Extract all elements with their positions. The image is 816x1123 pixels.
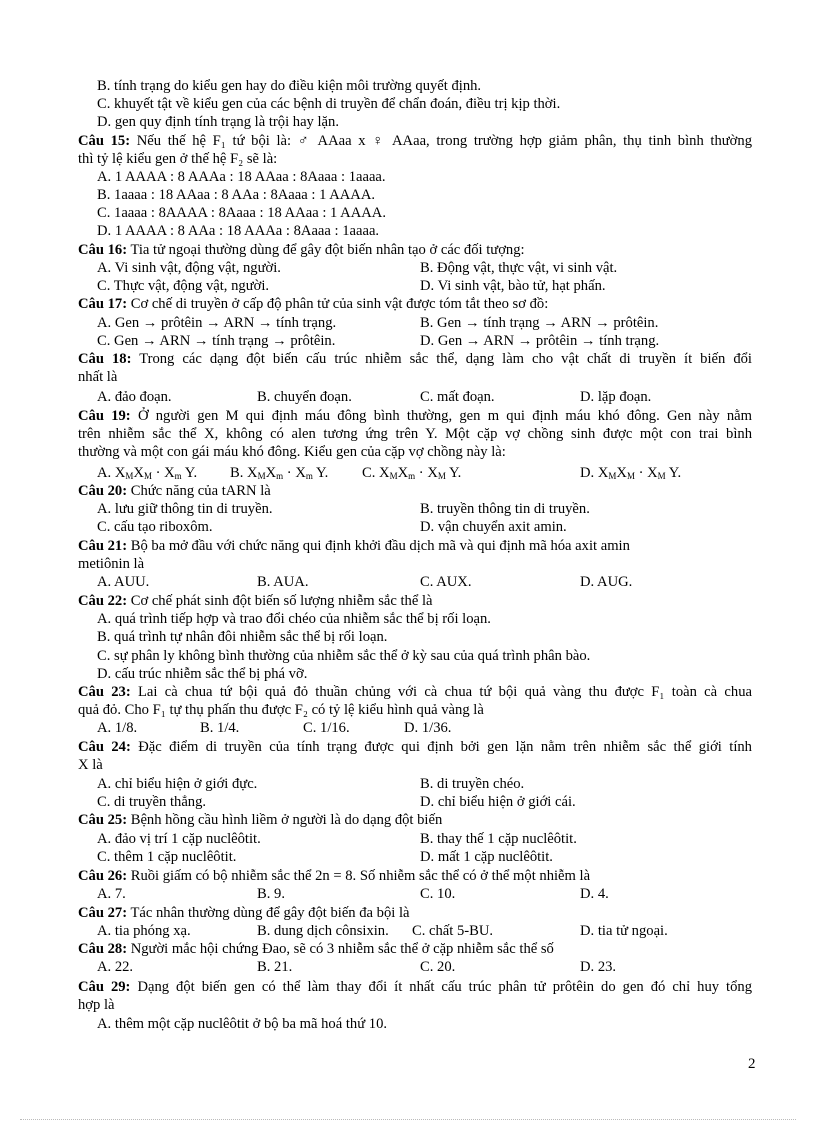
option-b: B. quá trình tự nhân đôi nhiễm sắc thể bị rối loạn.	[97, 629, 388, 645]
option-d: D. 4.	[580, 886, 609, 902]
option-c: C. chất 5-BU.	[412, 923, 494, 939]
question-label: Câu 15:	[78, 133, 131, 149]
option-b: B. 21.	[257, 959, 293, 975]
option-a: A. đảo đoạn.	[97, 389, 172, 405]
question-23-stem-cont: quả đỏ. Cho F₁ tự thụ phấn thu được F₂ có tỷ lệ kiểu hình quả vàng là	[78, 702, 484, 718]
question-17-stem	[78, 295, 548, 313]
option-a: A. 7.	[97, 886, 126, 902]
option-d: D. tia tử ngoại.	[580, 923, 668, 939]
question-25-stem	[78, 811, 442, 829]
stem-text: Đặc điểm di truyền của tính trạng được qui định bởi gen lặn nằm trên nhiễm sắc thể giới tính	[138, 739, 752, 755]
option-b: B. Động vật, thực vật, vi sinh vật.	[420, 260, 618, 276]
option-a: A. 1/8.	[97, 720, 138, 736]
option-d: D. 1/36.	[404, 720, 452, 736]
option-c: C. thêm 1 cặp nuclêôtit.	[97, 849, 237, 865]
question-label: Câu 24:	[78, 739, 131, 755]
option-d: D. 1 AAAA : 8 AAa : 18 AAAa : 8Aaaa : 1aaaa.	[97, 223, 380, 239]
option-d: D. chỉ biểu hiện ở giới cái.	[420, 794, 576, 810]
question-label: Câu 20:	[78, 483, 128, 499]
option-b: B. 1aaaa : 18 AAaa : 8 AAa : 8Aaaa : 1 AAAA.	[97, 187, 376, 203]
stem-text: Chức năng của tARN là	[130, 483, 271, 499]
option-b: B. thay thế 1 cặp nuclêôtit.	[420, 831, 577, 847]
question-24-stem-cont: X là	[78, 757, 103, 773]
stem-text: Ở người gen M qui định máu đông bình thường, gen m qui định máu khó đông. Gen này nằm	[137, 408, 753, 424]
question-24-stem	[78, 738, 752, 756]
option-c: C. AUX.	[420, 574, 472, 590]
question-18-stem-cont: nhất là	[78, 369, 118, 385]
question-label: Câu 25:	[78, 812, 128, 828]
question-label: Câu 22:	[78, 593, 128, 609]
option-b: B. $X_MX_m \cdot X_m$ Y.	[230, 465, 329, 481]
option-c: C. Gen → ARN → tính trạng → prôtêin.	[97, 333, 336, 349]
question-19-stem	[78, 407, 752, 425]
stem-text: Bệnh hồng cầu hình liềm ở người là do dạng đột biến	[130, 812, 443, 828]
option-a: A. 1 AAAA : 8 AAAa : 18 AAaa : 8Aaaa : 1aaaa.	[97, 169, 386, 185]
option-c: C. 1aaaa : 8AAAA : 8Aaaa : 18 AAaa : 1 AAAA.	[97, 205, 386, 221]
question-22-stem	[78, 592, 433, 610]
question-label: Câu 23:	[78, 684, 131, 700]
option-c: C. mất đoạn.	[420, 389, 495, 405]
option-b: B. 1/4.	[200, 720, 240, 736]
question-19-stem-cont: thường và một con gái máu khó đông. Kiểu gen của cặp vợ chồng này là:	[78, 444, 506, 460]
question-29-stem	[78, 978, 752, 996]
option-c: C. $X_MX_m \cdot X_M$ Y.	[362, 465, 462, 481]
question-label: Câu 16:	[78, 242, 128, 258]
option-b: B. di truyền chéo.	[420, 776, 525, 792]
question-label: Câu 26:	[78, 868, 128, 884]
question-20-stem	[78, 482, 271, 500]
question-15-stem	[78, 132, 752, 150]
question-label: Câu 21:	[78, 538, 128, 554]
option-a: A. 22.	[97, 959, 134, 975]
question-label: Câu 28:	[78, 941, 128, 957]
stem-text: Dạng đột biến gen có thể làm thay đổi ít nhất cấu trúc phân tử prôtêin do gen đó chỉ huy tổng	[137, 979, 753, 995]
stem-text: Cơ chế phát sinh đột biến số lượng nhiễm sắc thể là	[130, 593, 433, 609]
option-b: B. 9.	[257, 886, 285, 902]
question-18-stem	[78, 350, 752, 368]
option-c: C. 10.	[420, 886, 456, 902]
stem-text: Tia tử ngoại thường dùng để gây đột biến nhân tạo ở các đối tượng:	[130, 242, 525, 258]
option-c: C. sự phân ly không bình thường của nhiễm sắc thể ở kỳ sau của quá trình phân bào.	[97, 648, 591, 664]
question-27-stem	[78, 904, 410, 922]
option-c: C. Thực vật, động vật, người.	[97, 278, 270, 294]
option-d: D. cấu trúc nhiễm sắc thể bị phá vỡ.	[97, 666, 308, 682]
stem-text: Trong các dạng đột biến cấu trúc nhiễm sắc thể, dạng làm cho vật chất di truyền ít biến đổi	[139, 351, 752, 367]
option-c: C. 20.	[420, 959, 456, 975]
option-b: B. truyền thông tin di truyền.	[420, 501, 590, 517]
option-a: A. đảo vị trí 1 cặp nuclêôtit.	[97, 831, 261, 847]
option-a: A. lưu giữ thông tin di truyền.	[97, 501, 273, 517]
option-b: B. dung dịch cônsixin.	[257, 923, 389, 939]
question-21-stem-cont: metiônin là	[78, 556, 145, 572]
option-b: B. tính trạng do kiểu gen hay do điều kiện môi trường quyết định.	[97, 78, 482, 94]
option-b: B. Gen → tính trạng → ARN → prôtêin.	[420, 315, 659, 331]
option-d: D. $X_MX_M \cdot X_M$ Y.	[580, 465, 682, 481]
question-15-stem-cont: thì tỷ lệ kiểu gen ở thế hệ F₂ sẽ là:	[78, 151, 278, 167]
question-29-stem-cont: hợp là	[78, 997, 115, 1013]
option-a: A. AUU.	[97, 574, 150, 590]
stem-text: Tác nhân thường dùng để gây đột biến đa bội là	[130, 905, 410, 921]
option-a: A. Vi sinh vật, động vật, người.	[97, 260, 281, 276]
option-d: D. AUG.	[580, 574, 633, 590]
option-c: C. 1/16.	[303, 720, 350, 736]
option-c: C. di truyền thẳng.	[97, 794, 207, 810]
question-26-stem	[78, 867, 590, 885]
stem-text: Nếu thế hệ F₁ tứ bội là: ♂ AAaa x ♀ AAaa, trong trường hợp giảm phân, thụ tinh bình thường	[136, 133, 752, 149]
stem-text: Ruồi giấm có bộ nhiễm sắc thể 2n = 8. Số nhiễm sắc thể có ở thể một nhiễm là	[130, 868, 591, 884]
page-bottom-divider	[20, 1119, 796, 1120]
question-label: Câu 29:	[78, 979, 131, 995]
question-label: Câu 18:	[78, 351, 132, 367]
stem-text: Người mắc hội chứng Đao, sẽ có 3 nhiễm sắc thể ở cặp nhiễm sắc thể số	[130, 941, 554, 957]
option-a: A. tia phóng xạ.	[97, 923, 191, 939]
option-c: C. khuyết tật về kiểu gen của các bệnh di truyền để chẩn đoán, điều trị kịp thời.	[97, 96, 561, 112]
option-d: D. vận chuyển axit amin.	[420, 519, 567, 535]
option-a: A. Gen → prôtêin → ARN → tính trạng.	[97, 315, 337, 331]
option-b: B. AUA.	[257, 574, 309, 590]
question-23-stem	[78, 683, 752, 701]
option-a: A. quá trình tiếp hợp và trao đổi chéo của nhiễm sắc thể bị rối loạn.	[97, 611, 491, 627]
question-28-stem	[78, 940, 554, 958]
question-16-stem	[78, 241, 525, 259]
option-d: D. 23.	[580, 959, 617, 975]
option-b: B. chuyển đoạn.	[257, 389, 352, 405]
option-d: D. gen quy định tính trạng là trội hay lặn.	[97, 114, 339, 130]
option-a: A. $X_MX_M \cdot X_m$ Y.	[97, 465, 198, 481]
stem-text: Bộ ba mở đầu với chức năng qui định khởi đầu dịch mã và qui định mã hóa axit amin	[130, 538, 630, 554]
stem-text: Cơ chế di truyền ở cấp độ phân tử của sinh vật được tóm tắt theo sơ đồ:	[130, 296, 549, 312]
option-d: D. lặp đoạn.	[580, 389, 652, 405]
option-c: C. cấu tạo riboxôm.	[97, 519, 213, 535]
question-19-stem-cont: trên nhiễm sắc thể X, không có alen tương ứng trên Y. Một cặp vợ chồng sinh được một con trai bình	[78, 426, 752, 442]
option-a: A. chỉ biểu hiện ở giới đực.	[97, 776, 258, 792]
question-label: Câu 17:	[78, 296, 128, 312]
page-number: 2	[748, 1056, 756, 1072]
option-d: D. mất 1 cặp nuclêôtit.	[420, 849, 553, 865]
question-label: Câu 19:	[78, 408, 131, 424]
question-label: Câu 27:	[78, 905, 128, 921]
option-d: D. Vi sinh vật, bào tử, hạt phấn.	[420, 278, 606, 294]
option-a: A. thêm một cặp nuclêôtit ở bộ ba mã hoá thứ 10.	[97, 1016, 388, 1032]
option-d: D. Gen → ARN → prôtêin → tính trạng.	[420, 333, 660, 349]
stem-text: Lai cà chua tứ bội quả đỏ thuần chủng với cà chua tứ bội quả vàng thu được F₁ toàn cà chua	[138, 684, 752, 700]
question-21-stem	[78, 537, 630, 555]
